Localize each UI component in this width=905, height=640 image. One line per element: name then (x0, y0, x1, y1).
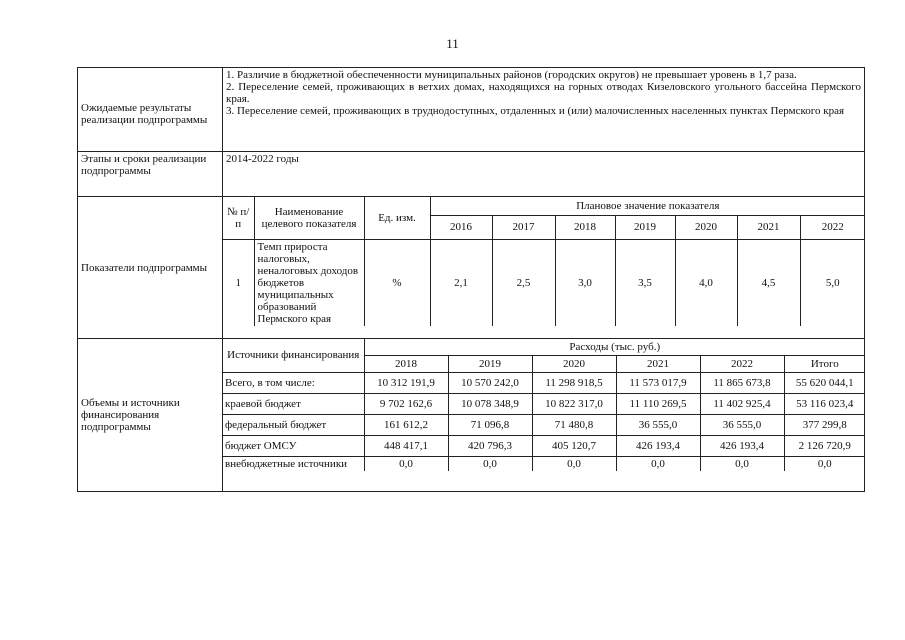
results-row (78, 68, 865, 152)
col-unit-header: Ед. изм. (364, 197, 430, 239)
amount-cell: 36 555,0 (700, 414, 784, 435)
indicator-value: 4,5 (737, 239, 800, 326)
amount-cell: 448 417,1 (364, 435, 448, 456)
indicator-name: Темп прироста налоговых, неналоговых доходов бюджетов муниципальных образований Пермского края (254, 239, 364, 326)
financing-row-federal (223, 414, 865, 435)
stages-label: Этапы и сроки реализации подпрограммы (78, 152, 223, 197)
financing-label: Объемы и источники финансирования подпрограммы (78, 339, 223, 492)
amount-cell: 0,0 (700, 456, 784, 471)
indicator-value: 3,5 (615, 239, 675, 326)
source-name: Всего, в том числе: (223, 372, 364, 393)
year-header: 2021 (616, 355, 700, 372)
col-name-header: Наименование целевого показателя (254, 197, 364, 239)
page-number: 11 (446, 36, 459, 51)
indicator-value: 2,1 (430, 239, 492, 326)
amount-cell: 11 110 269,5 (616, 393, 700, 414)
amount-cell: 0,0 (364, 456, 448, 471)
col-sources-header: Источники финансирования (223, 339, 364, 372)
amount-cell: 2 126 720,9 (784, 435, 865, 456)
col-plan-header: Плановое значение показателя (430, 197, 865, 215)
indicators-row (78, 197, 865, 339)
col-num-header: № п/п (223, 197, 254, 239)
subprogram-passport-table (77, 67, 865, 492)
stages-value: 2014-2022 годы (223, 152, 865, 197)
amount-cell: 0,0 (448, 456, 532, 471)
financing-row-omsu (223, 435, 865, 456)
source-name: федеральный бюджет (223, 414, 364, 435)
results-label: Ожидаемые результаты реализации подпрограммы (78, 68, 223, 152)
year-header: 2017 (492, 215, 555, 239)
amount-cell: 10 822 317,0 (532, 393, 616, 414)
indicator-value: 4,0 (675, 239, 737, 326)
amount-cell: 11 865 673,8 (700, 372, 784, 393)
amount-cell: 71 096,8 (448, 414, 532, 435)
indicator-value: 3,0 (555, 239, 615, 326)
col-expenses-header: Расходы (тыс. руб.) (364, 339, 865, 355)
result-item: 2. Переселение семей, проживающих в ветхих домах, находящихся на горных отводах Кизеловского угольного бассейна Пермского края. (226, 81, 861, 105)
year-header: 2021 (737, 215, 800, 239)
amount-cell: 10 312 191,9 (364, 372, 448, 393)
amount-cell: 0,0 (616, 456, 700, 471)
amount-cell: 11 573 017,9 (616, 372, 700, 393)
amount-cell: 71 480,8 (532, 414, 616, 435)
year-header: 2019 (448, 355, 532, 372)
year-header: 2018 (555, 215, 615, 239)
amount-cell: 420 796,3 (448, 435, 532, 456)
financing-row-total (223, 372, 865, 393)
year-header: 2020 (532, 355, 616, 372)
source-name: внебюджетные источники (223, 456, 364, 471)
amount-cell: 55 620 044,1 (784, 372, 865, 393)
source-name: краевой бюджет (223, 393, 364, 414)
amount-cell: 161 612,2 (364, 414, 448, 435)
year-header: Итого (784, 355, 865, 372)
amount-cell: 426 193,4 (700, 435, 784, 456)
indicators-label: Показатели подпрограммы (78, 197, 223, 339)
amount-cell: 377 299,8 (784, 414, 865, 435)
indicator-value: 5,0 (800, 239, 865, 326)
amount-cell: 11 298 918,5 (532, 372, 616, 393)
results-content (223, 68, 865, 152)
stages-row (78, 152, 865, 197)
indicators-cell (223, 197, 865, 339)
financing-table (223, 339, 865, 471)
indicator-value: 2,5 (492, 239, 555, 326)
indicators-table (223, 197, 865, 326)
source-name: бюджет ОМСУ (223, 435, 364, 456)
year-header: 2022 (800, 215, 865, 239)
indicator-num: 1 (223, 239, 254, 326)
amount-cell: 36 555,0 (616, 414, 700, 435)
indicator-unit: % (364, 239, 430, 326)
year-header: 2019 (615, 215, 675, 239)
year-header: 2018 (364, 355, 448, 372)
amount-cell: 9 702 162,6 (364, 393, 448, 414)
indicator-row (223, 239, 865, 326)
year-header: 2020 (675, 215, 737, 239)
amount-cell: 53 116 023,4 (784, 393, 865, 414)
result-item: 1. Различие в бюджетной обеспеченности муниципальных районов (городских округов) не превышает уровень в 1,7 раза. (226, 69, 797, 81)
financing-row-regional (223, 393, 865, 414)
amount-cell: 0,0 (784, 456, 865, 471)
financing-cell (223, 339, 865, 492)
amount-cell: 11 402 925,4 (700, 393, 784, 414)
result-item: 3. Переселение семей, проживающих в труднодоступных, отдаленных и (или) малочисленных населенных пунктах Пермского края (226, 105, 845, 117)
amount-cell: 10 078 348,9 (448, 393, 532, 414)
year-header: 2022 (700, 355, 784, 372)
financing-row (78, 339, 865, 492)
year-header: 2016 (430, 215, 492, 239)
financing-row-extrabudget (223, 456, 865, 471)
amount-cell: 0,0 (532, 456, 616, 471)
amount-cell: 405 120,7 (532, 435, 616, 456)
amount-cell: 10 570 242,0 (448, 372, 532, 393)
amount-cell: 426 193,4 (616, 435, 700, 456)
